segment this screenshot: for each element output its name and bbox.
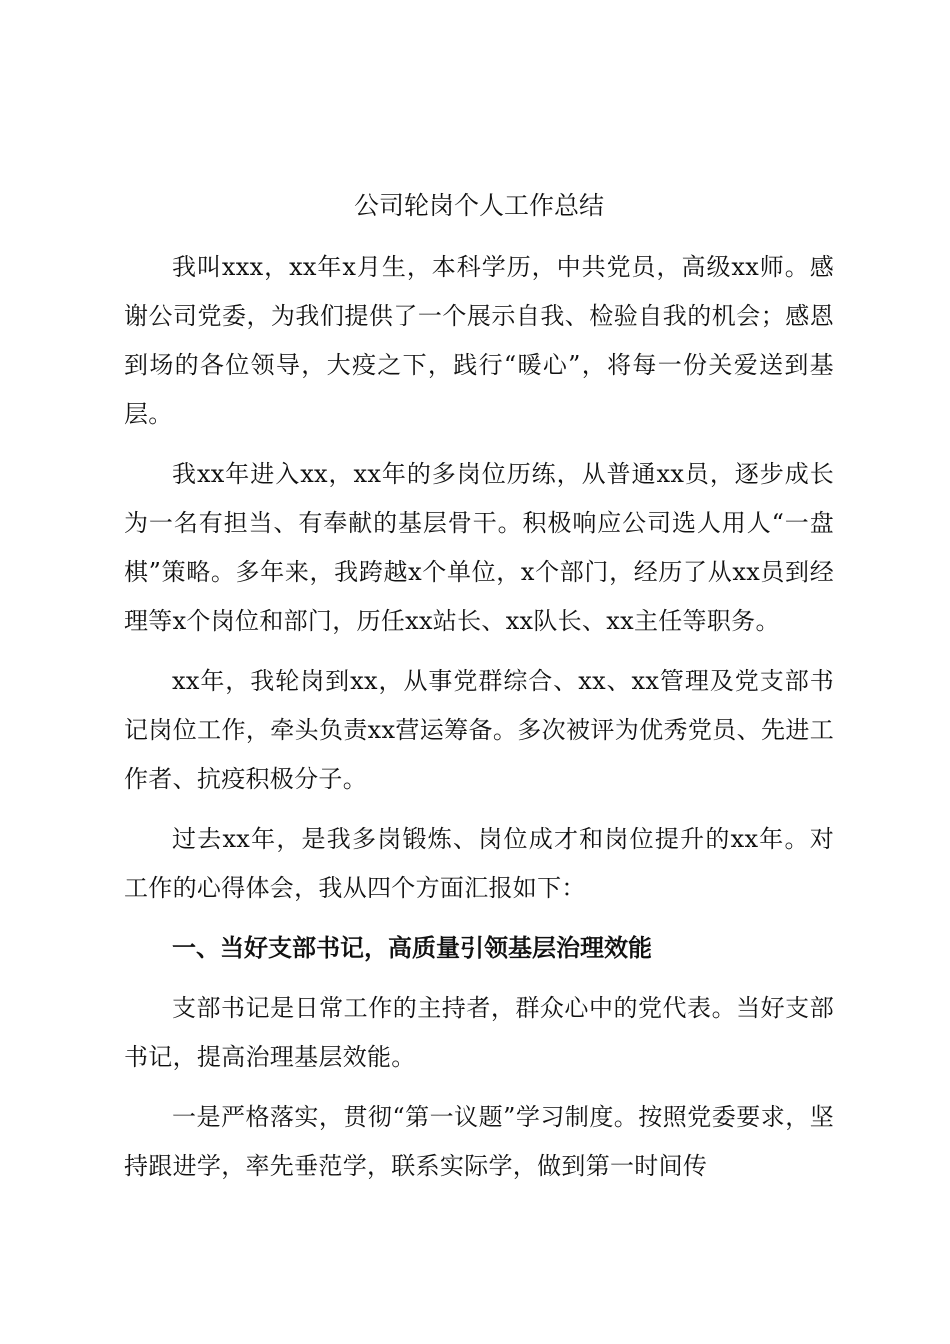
document-body <box>124 185 834 1202</box>
paragraph-career: 我xx年进入xx，xx年的多岗位历练，从普通xx员，逐步成长为一名有担当、有奉献的基层骨干。积极响应公司选人用人“一盘棋”策略。多年来，我跨越x个单位，x个部门，经历了从xx员到经理等x个岗位和部门，历任xx站长、xx队长、xx主任等职务。 <box>124 460 834 635</box>
paragraph-section-intro: 支部书记是日常工作的主持者，群众心中的党代表。当好支部书记，提高治理基层效能。 <box>124 994 834 1071</box>
paragraph-summary-intro: 过去xx年，是我多岗锻炼、岗位成才和岗位提升的xx年。对工作的心得体会，我从四个方面汇报如下： <box>124 825 834 902</box>
paragraph-intro: 我叫xxx，xx年x月生，本科学历，中共党员，高级xx师。感谢公司党委，为我们提供了一个展示自我、检验自我的机会；感恩到场的各位领导，大疫之下，践行“暖心”，将每一份关爱送到基层。 <box>124 253 834 428</box>
paragraph-rotation: xx年，我轮岗到xx，从事党群综合、xx、xx管理及党支部书记岗位工作，牵头负责xx营运筹备。多次被评为优秀党员、先进工作者、抗疫积极分子。 <box>124 667 834 793</box>
document-title: 公司轮岗个人工作总结 <box>353 191 604 220</box>
paragraph-section-point-one: 一是严格落实，贯彻“第一议题”学习制度。按照党委要求，坚持跟进学，率先垂范学，联系实际学，做到第一时间传 <box>124 1103 834 1180</box>
section-heading: 一、当好支部书记，高质量引领基层治理效能 <box>172 934 652 962</box>
